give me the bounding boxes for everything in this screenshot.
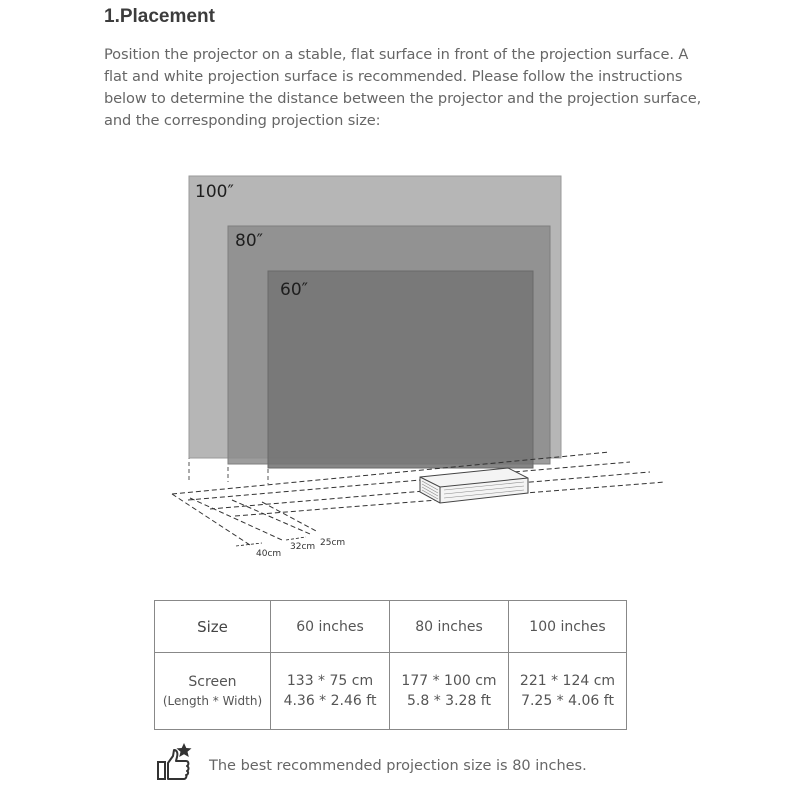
distance-25-label: 25cm: [320, 538, 346, 548]
distance-40-label: 40cm: [256, 549, 282, 559]
screen-100-cm: 221 * 124 cm: [519, 673, 616, 689]
screen-60-label: 60″: [280, 280, 308, 300]
screen-100-cell: [509, 653, 627, 730]
thumbs-up-star-icon: [156, 742, 200, 782]
screen-header-sublabel: (Length * Width): [162, 694, 263, 708]
screen-80-cm: 177 * 100 cm: [401, 673, 497, 689]
size-header-cell: Size: [155, 601, 271, 653]
table-row-size: [155, 601, 627, 653]
screen-80-cell: [390, 653, 509, 730]
size-100-cell: 100 inches: [509, 601, 627, 653]
section-title: 1.Placement: [104, 6, 215, 27]
recommendation-text: The best recommended projection size is 80 inches.: [209, 758, 587, 774]
screen-60-cm: 133 * 75 cm: [286, 673, 374, 689]
table-row-screen: [155, 653, 627, 730]
projection-size-table: [154, 600, 627, 730]
screen-80-ft: 5.8 * 3.28 ft: [407, 693, 491, 709]
screen-60-cell: [271, 653, 390, 730]
size-80-cell: 80 inches: [390, 601, 509, 653]
screen-60-rect: [268, 271, 533, 468]
projector-illustration: [420, 468, 528, 503]
intro-paragraph: Position the projector on a stable, flat surface in front of the projection surface. A flat and white projection surface is recommended. Please follow the instructions below to determine the distance between the projector and the projection surface, and the corresponding projection size:: [104, 46, 702, 129]
distance-32-label: 32cm: [290, 542, 316, 552]
screen-100-label: 100″: [195, 182, 234, 202]
screen-header-cell: [155, 653, 271, 730]
size-60-cell: 60 inches: [271, 601, 390, 653]
screen-header-label: Screen: [188, 674, 237, 690]
screen-100-ft: 7.25 * 4.06 ft: [521, 693, 614, 709]
screen-80-label: 80″: [235, 231, 263, 251]
screen-60-ft: 4.36 * 2.46 ft: [283, 693, 377, 709]
recommendation-note: [156, 742, 716, 782]
